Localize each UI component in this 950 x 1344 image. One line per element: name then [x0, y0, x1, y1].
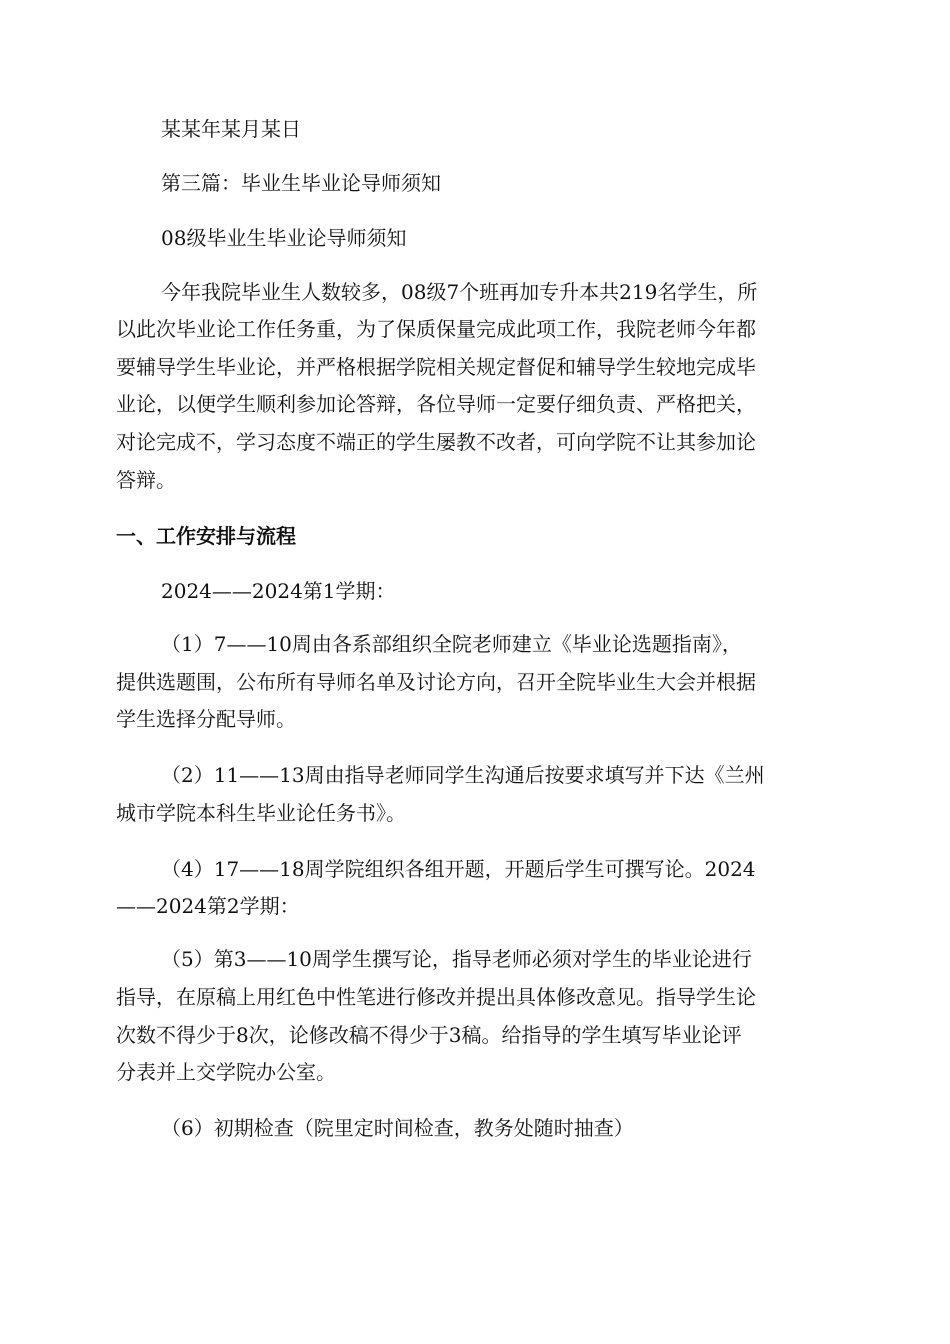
paragraph-line: 学生选择分配导师。: [116, 707, 296, 731]
paragraph-line: 对论完成不，学习态度不端正的学生屡教不改者，可向学院不让其参加论: [116, 430, 756, 454]
paragraph-line: 以此次毕业论工作任务重，为了保质保量完成此项工作，我院老师今年都: [116, 317, 756, 341]
list-item-6: （6）初期检查（院里定时间检查，教务处随时抽查）: [161, 1116, 634, 1140]
paragraph-line: （5）第3——10周学生撰写论，指导老师必须对学生的毕业论进行: [161, 947, 752, 971]
document-subtitle: 08级毕业生毕业论导师须知: [161, 226, 407, 250]
paragraph-line: 提供选题围，公布所有导师名单及讨论方向，召开全院毕业生大会并根据: [116, 670, 756, 694]
paragraph-line: 次数不得少于8次，论修改稿不得少于3稿。给指导的学生填写毕业论评: [116, 1023, 742, 1047]
paragraph-line: （2）11——13周由指导老师同学生沟通后按要求填写并下达《兰州: [161, 763, 765, 787]
paragraph-line: 答辩。: [116, 468, 176, 492]
semester-1-label: 2024——2024第1学期：: [161, 579, 396, 603]
section-heading: 一、工作安排与流程: [116, 524, 296, 548]
chapter-title: 第三篇：毕业生毕业论导师须知: [161, 171, 441, 195]
date-line: 某某年某月某日: [161, 117, 301, 141]
paragraph-line: ——2024第2学期：: [116, 894, 300, 918]
paragraph-line: 指导，在原稿上用红色中性笔进行修改并提出具体修改意见。指导学生论: [116, 985, 756, 1009]
paragraph-line: （1）7——10周由各系部组织全院老师建立《毕业论选题指南》，: [161, 632, 742, 656]
paragraph-line: 今年我院毕业生人数较多，08级7个班再加专升本共219名学生，所: [161, 280, 758, 304]
paragraph-line: 分表并上交学院办公室。: [116, 1060, 336, 1084]
paragraph-line: 城市学院本科生毕业论任务书》。: [116, 801, 406, 825]
paragraph-line: 要辅导学生毕业论，并严格根据学院相关规定督促和辅导学生较地完成毕: [116, 355, 756, 379]
paragraph-line: 业论，以便学生顺利参加论答辩，各位导师一定要仔细负责、严格把关，: [116, 392, 756, 416]
paragraph-line: （4）17——18周学院组织各组开题，开题后学生可撰写论。2024: [161, 857, 756, 881]
